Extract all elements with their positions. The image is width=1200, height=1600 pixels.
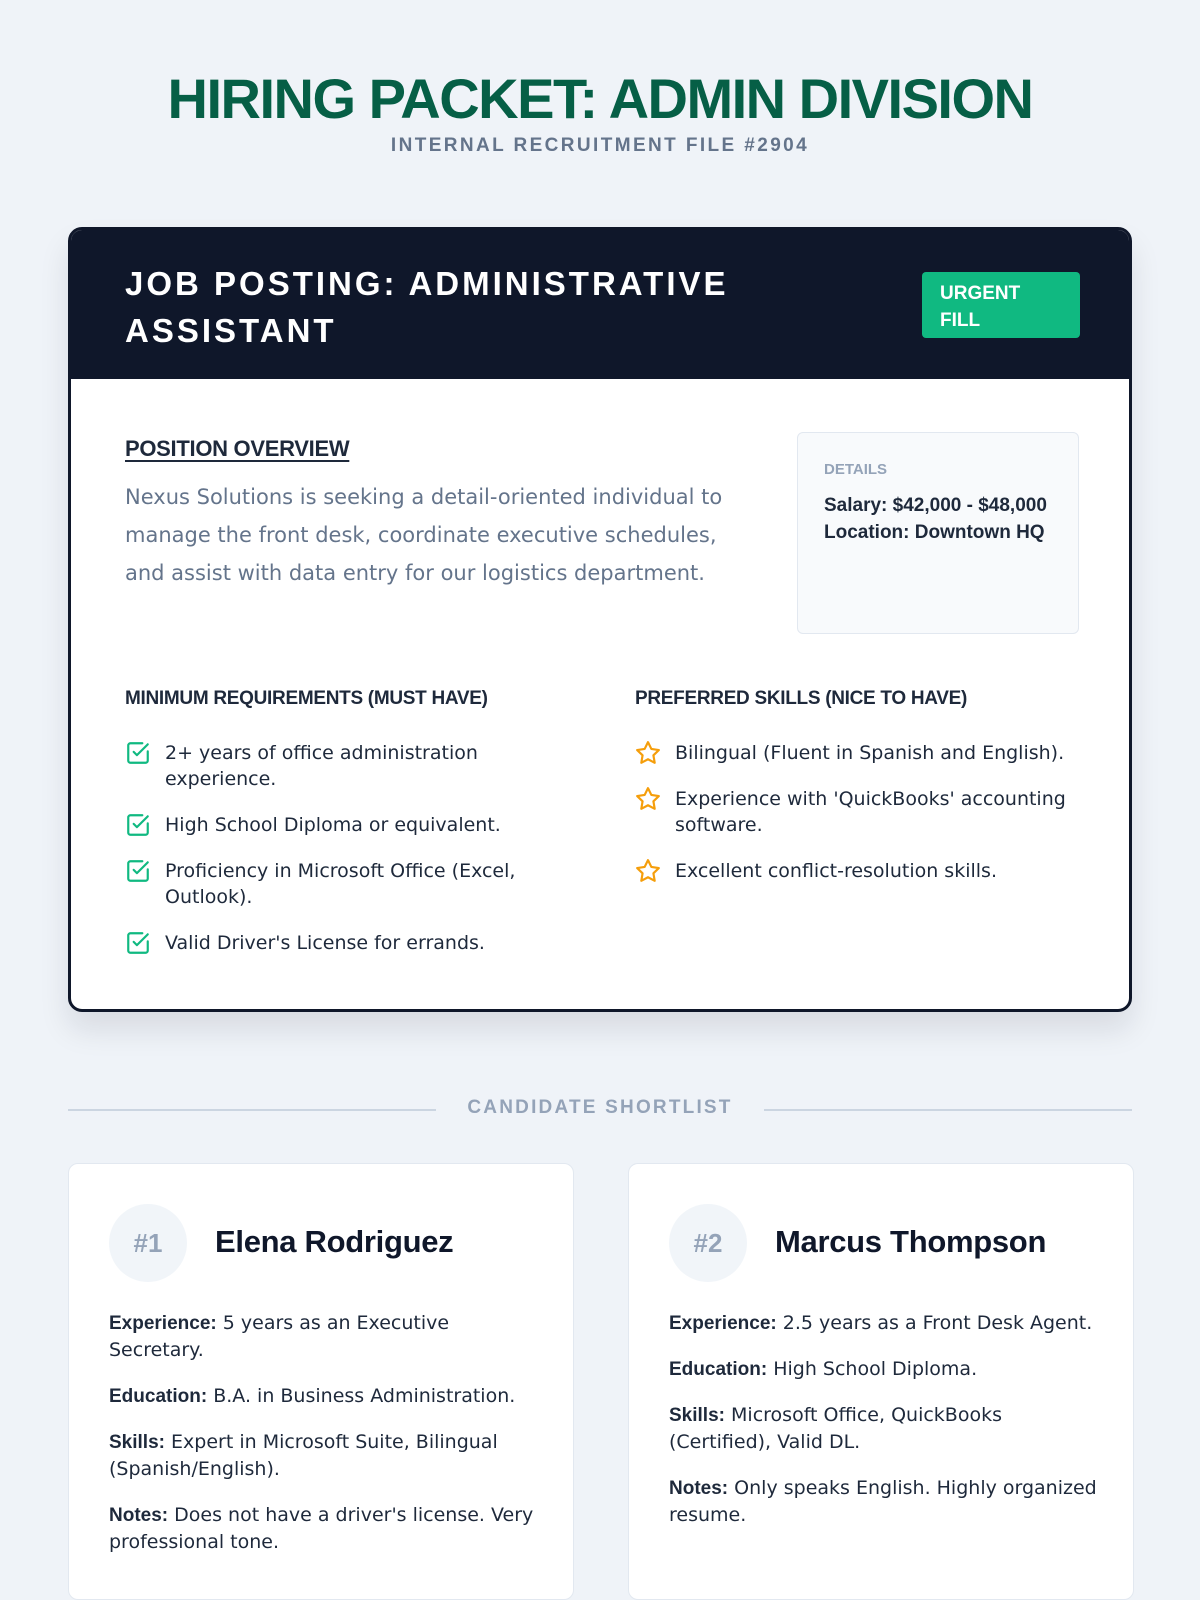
candidate-education [109, 1383, 539, 1410]
skills-value: Expert in Microsoft Suite, Bilingual (Spanish/English). [109, 1431, 498, 1480]
page-title: HIRING PACKET: ADMIN DIVISION [167, 67, 1033, 130]
position-overview-text: Nexus Solutions is seeking a detail-oriented individual to manage the front desk, coordinate executive schedules, and assist with data entry for our logistics department. [125, 485, 723, 585]
candidate-rank: #2 [669, 1204, 747, 1282]
candidate-fields [109, 1310, 539, 1575]
candidate-card [68, 1163, 574, 1600]
candidate-shortlist-divider [68, 1095, 1132, 1123]
preferred-item [635, 740, 1075, 766]
notes-label: Notes: [109, 1505, 169, 1526]
education-value: High School Diploma. [773, 1358, 978, 1380]
requirement-item [125, 858, 565, 910]
star-icon [635, 786, 661, 812]
minimum-requirements-heading: MINIMUM REQUIREMENTS (MUST HAVE) [125, 688, 488, 709]
minimum-requirements [125, 688, 565, 976]
candidate-experience [109, 1310, 539, 1364]
candidate-skills [669, 1402, 1099, 1456]
requirement-text: 2+ years of office administration experience. [165, 742, 478, 790]
candidate-experience [669, 1310, 1099, 1337]
education-label: Education: [669, 1359, 768, 1380]
preferred-text: Experience with 'QuickBooks' accounting software. [675, 788, 1066, 836]
preferred-text: Excellent conflict-resolution skills. [675, 860, 997, 882]
job-posting-header [71, 230, 1129, 379]
preferred-skills [635, 688, 1075, 904]
star-icon [635, 858, 661, 884]
experience-label: Experience: [109, 1313, 217, 1334]
candidate-skills [109, 1429, 539, 1483]
preferred-skills-heading: PREFERRED SKILLS (NICE TO HAVE) [635, 688, 968, 709]
job-posting-card [68, 227, 1132, 1012]
preferred-item [635, 786, 1075, 838]
check-square-icon [125, 740, 151, 766]
requirement-text: Valid Driver's License for errands. [165, 932, 485, 954]
education-label: Education: [109, 1386, 208, 1407]
candidate-name: Marcus Thompson [775, 1224, 1047, 1259]
requirement-item [125, 812, 565, 838]
requirement-item [125, 930, 565, 956]
candidate-rank: #1 [109, 1204, 187, 1282]
skills-label: Skills: [669, 1405, 725, 1426]
urgent-fill-badge: URGENT FILL [922, 272, 1080, 338]
experience-value: 5 years as an Executive Secretary. [109, 1312, 450, 1361]
candidate-notes [109, 1502, 539, 1556]
candidate-fields [669, 1310, 1099, 1548]
preferred-skills-list [635, 740, 1075, 884]
experience-value: 2.5 years as a Front Desk Agent. [782, 1312, 1093, 1334]
job-title: JOB POSTING: ADMINISTRATIVE ASSISTANT [125, 265, 729, 349]
candidate-shortlist-label: CANDIDATE SHORTLIST [467, 1097, 733, 1118]
page-subtitle: INTERNAL RECRUITMENT FILE #2904 [390, 135, 810, 156]
notes-value: Only speaks English. Highly organized resume. [669, 1477, 1097, 1526]
minimum-requirements-list [125, 740, 565, 956]
candidate-name: Elena Rodriguez [215, 1224, 454, 1259]
check-square-icon [125, 858, 151, 884]
skills-label: Skills: [109, 1432, 165, 1453]
check-square-icon [125, 930, 151, 956]
requirement-item [125, 740, 565, 792]
experience-label: Experience: [669, 1313, 777, 1334]
preferred-text: Bilingual (Fluent in Spanish and English). [675, 742, 1065, 764]
skills-value: Microsoft Office, QuickBooks (Certified), Valid DL. [669, 1404, 1002, 1453]
education-value: B.A. in Business Administration. [213, 1385, 516, 1407]
candidate-education [669, 1356, 1099, 1383]
details-label: DETAILS [824, 461, 888, 478]
salary-detail: Salary: $42,000 - $48,000 [824, 495, 1047, 516]
location-detail: Location: Downtown HQ [824, 522, 1045, 543]
star-icon [635, 740, 661, 766]
details-box [797, 432, 1079, 634]
position-overview-heading: POSITION OVERVIEW [125, 436, 350, 461]
requirement-text: High School Diploma or equivalent. [165, 814, 501, 836]
preferred-item [635, 858, 1075, 884]
notes-value: Does not have a driver's license. Very professional tone. [109, 1504, 534, 1553]
check-square-icon [125, 812, 151, 838]
candidate-card [628, 1163, 1134, 1600]
candidate-notes [669, 1475, 1099, 1529]
requirement-text: Proficiency in Microsoft Office (Excel, Outlook). [165, 860, 516, 908]
notes-label: Notes: [669, 1478, 729, 1499]
